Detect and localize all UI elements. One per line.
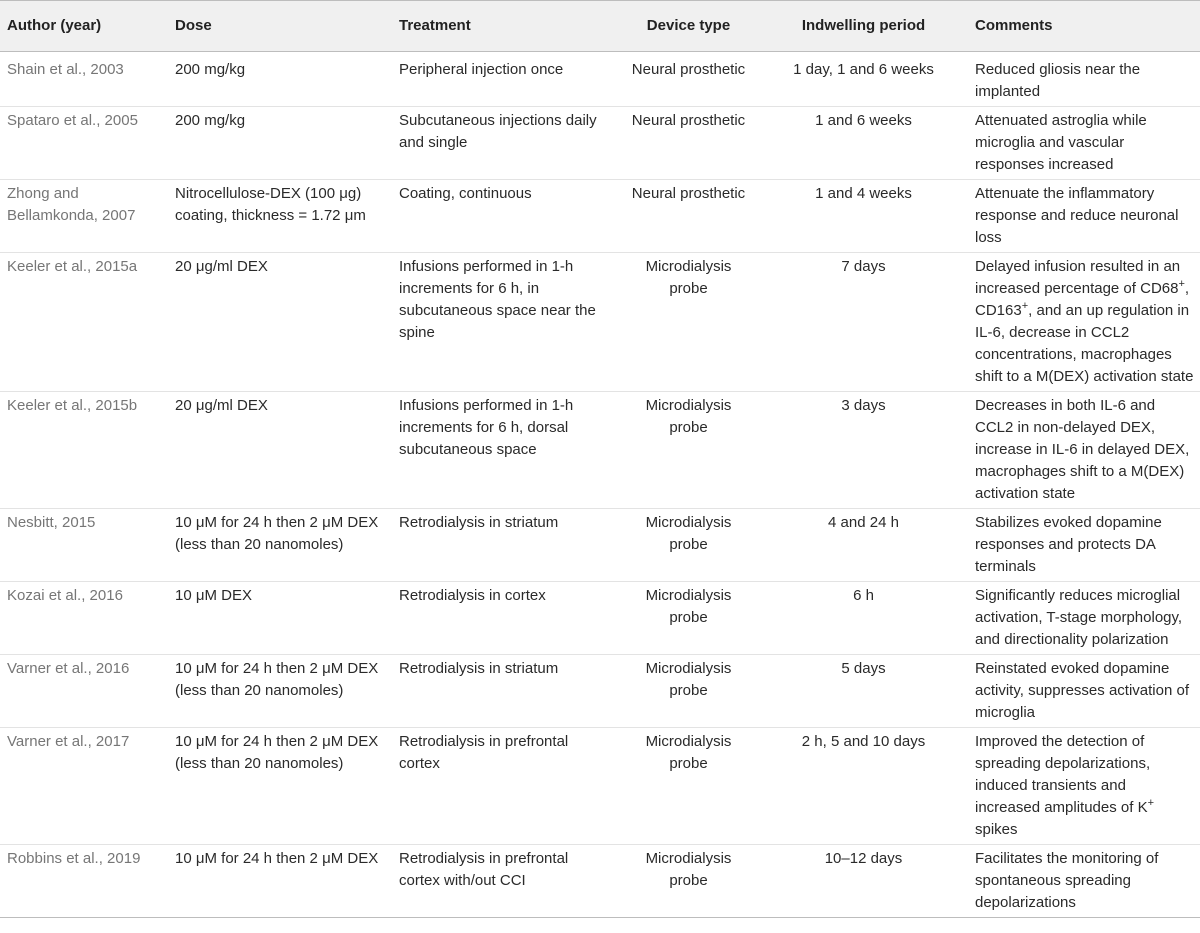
period-cell: 1 and 6 weeks bbox=[815, 112, 912, 129]
device-cell: Microdialysis probe bbox=[645, 258, 732, 297]
author-cell[interactable]: Spataro et al., 2005 bbox=[7, 112, 138, 129]
table-row bbox=[0, 655, 1200, 728]
device-cell: Microdialysis probe bbox=[645, 587, 732, 626]
treatment-cell: Coating, continuous bbox=[399, 185, 532, 202]
dose-cell: 200 mg/kg bbox=[175, 112, 246, 129]
comments-text: spikes bbox=[975, 821, 1018, 838]
comments-cell: Facilitates the monitoring of spontaneous spreading depolarizations bbox=[975, 850, 1159, 911]
header-device-type: Device type bbox=[646, 17, 731, 34]
device-cell: Microdialysis probe bbox=[645, 397, 732, 436]
dose-cell: 10 μM for 24 h then 2 μM DEX (less than 20 nanomoles) bbox=[175, 660, 379, 699]
dose-cell: 10 μM DEX bbox=[175, 587, 252, 604]
device-cell: Neural prosthetic bbox=[631, 61, 746, 78]
dose-cell: 200 mg/kg bbox=[175, 61, 246, 78]
table-row bbox=[0, 107, 1200, 180]
treatment-cell: Peripheral injection once bbox=[399, 61, 564, 78]
superscript-plus: + bbox=[1178, 278, 1185, 290]
comments-cell bbox=[968, 253, 1200, 392]
author-cell[interactable]: Varner et al., 2016 bbox=[7, 660, 130, 677]
comments-text: Improved the detection of spreading depolarizations, induced transients and increased amplitudes of K bbox=[975, 733, 1151, 816]
dose-cell: 20 μg/ml DEX bbox=[175, 258, 268, 275]
period-cell: 1 day, 1 and 6 weeks bbox=[793, 61, 934, 78]
comments-cell: Significantly reduces microglial activation, T-stage morphology, and directionality polarization bbox=[975, 587, 1183, 648]
table-row bbox=[0, 845, 1200, 918]
period-cell: 10–12 days bbox=[824, 850, 903, 867]
device-cell: Neural prosthetic bbox=[631, 185, 746, 202]
device-cell: Microdialysis probe bbox=[645, 850, 732, 889]
device-cell: Microdialysis probe bbox=[645, 733, 732, 772]
period-cell: 6 h bbox=[853, 587, 874, 604]
period-cell: 1 and 4 weeks bbox=[815, 185, 912, 202]
device-cell: Microdialysis probe bbox=[645, 514, 732, 553]
dose-cell: 10 μM for 24 h then 2 μM DEX (less than 20 nanomoles) bbox=[175, 733, 379, 772]
table-header bbox=[0, 1, 1200, 52]
period-cell: 5 days bbox=[841, 660, 886, 677]
header-dose: Dose bbox=[175, 17, 212, 34]
author-cell[interactable]: Nesbitt, 2015 bbox=[7, 514, 96, 531]
author-cell[interactable]: Shain et al., 2003 bbox=[7, 61, 124, 78]
treatment-cell: Retrodialysis in cortex bbox=[399, 587, 546, 604]
treatment-cell: Retrodialysis in striatum bbox=[399, 514, 559, 531]
dose-cell: 20 μg/ml DEX bbox=[175, 397, 268, 414]
table-row bbox=[0, 253, 1200, 392]
period-cell: 3 days bbox=[841, 397, 886, 414]
author-cell[interactable]: Varner et al., 2017 bbox=[7, 733, 130, 750]
table-body bbox=[0, 52, 1200, 918]
comments-text: , CD163 bbox=[975, 280, 1190, 319]
device-cell: Microdialysis probe bbox=[645, 660, 732, 699]
table-row bbox=[0, 509, 1200, 582]
table-row bbox=[0, 52, 1200, 107]
device-cell: Neural prosthetic bbox=[631, 112, 746, 129]
header-comments: Comments bbox=[975, 17, 1053, 34]
treatment-cell: Retrodialysis in prefrontal cortex bbox=[399, 733, 569, 772]
treatment-cell: Infusions performed in 1-h increments for 6 h, dorsal subcutaneous space bbox=[399, 397, 574, 458]
author-cell[interactable]: Kozai et al., 2016 bbox=[7, 587, 123, 604]
comments-text: Delayed infusion resulted in an increased percentage of CD68 bbox=[975, 258, 1181, 297]
treatment-cell: Subcutaneous injections daily and single bbox=[399, 112, 597, 151]
superscript-plus: + bbox=[1021, 300, 1029, 312]
period-cell: 2 h, 5 and 10 days bbox=[801, 733, 926, 750]
table-row bbox=[0, 582, 1200, 655]
header-indwelling-period: Indwelling period bbox=[801, 17, 926, 34]
author-cell[interactable]: Robbins et al., 2019 bbox=[7, 850, 141, 867]
author-cell[interactable]: Keeler et al., 2015b bbox=[7, 397, 138, 414]
comments-cell: Attenuated astroglia while microglia and vascular responses increased bbox=[975, 112, 1147, 173]
dose-cell: 10 μM for 24 h then 2 μM DEX bbox=[175, 850, 379, 867]
table-row bbox=[0, 728, 1200, 845]
comments-cell: Reduced gliosis near the implanted bbox=[975, 61, 1141, 100]
period-cell: 4 and 24 h bbox=[828, 514, 899, 531]
treatment-cell: Retrodialysis in prefrontal cortex with/out CCI bbox=[399, 850, 569, 889]
author-cell[interactable]: Zhong and Bellamkonda, 2007 bbox=[7, 185, 136, 224]
comments-cell: Stabilizes evoked dopamine responses and protects DA terminals bbox=[975, 514, 1162, 575]
table-row bbox=[0, 392, 1200, 509]
comments-cell bbox=[968, 728, 1200, 845]
comments-cell: Attenuate the inflammatory response and reduce neuronal loss bbox=[975, 185, 1179, 246]
header-treatment: Treatment bbox=[399, 17, 471, 34]
table-row bbox=[0, 180, 1200, 253]
comments-text: , and an up regulation in IL-6, decrease in CCL2 concentrations, macrophages shift to a M(DEX) activation state bbox=[975, 302, 1194, 385]
treatment-cell: Infusions performed in 1-h increments for 6 h, in subcutaneous space near the spine bbox=[399, 258, 596, 341]
superscript-plus: + bbox=[1147, 797, 1155, 809]
author-cell[interactable]: Keeler et al., 2015a bbox=[7, 258, 138, 275]
comments-cell: Reinstated evoked dopamine activity, suppresses activation of microglia bbox=[975, 660, 1189, 721]
treatment-cell: Retrodialysis in striatum bbox=[399, 660, 559, 677]
dose-cell: Nitrocellulose-DEX (100 μg) coating, thickness = 1.72 μm bbox=[175, 185, 366, 224]
header-row bbox=[0, 1, 1200, 52]
comments-cell: Decreases in both IL-6 and CCL2 in non-delayed DEX, increase in IL-6 in delayed DEX, macrophages shift to a M(DEX) activation state bbox=[975, 397, 1190, 502]
dose-cell: 10 μM for 24 h then 2 μM DEX (less than 20 nanomoles) bbox=[175, 514, 379, 553]
period-cell: 7 days bbox=[841, 258, 886, 275]
header-author: Author (year) bbox=[7, 17, 102, 34]
